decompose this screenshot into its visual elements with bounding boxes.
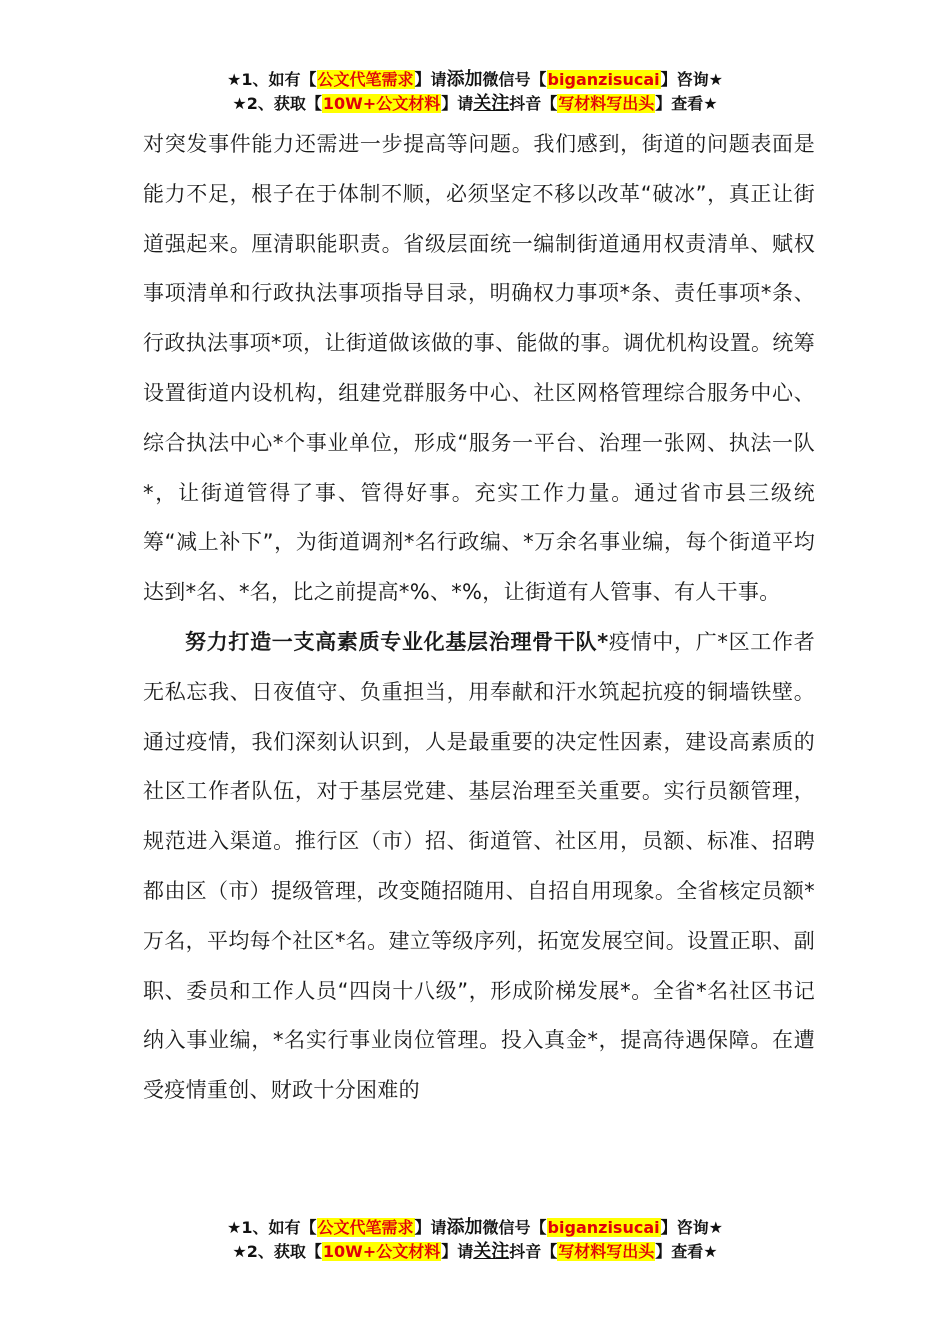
banner-wechat-id: biganzisucai (547, 70, 660, 89)
banner-line-2 (0, 92, 950, 116)
banner-douyin-id: 写材料写出头 (558, 94, 655, 113)
banner-text: 】请 (441, 1242, 474, 1261)
banner-highlight: 公文代笔需求 (317, 1218, 414, 1237)
banner-text: 】咨询★ (660, 70, 723, 89)
banner-text: 】咨询★ (660, 1218, 723, 1237)
banner-line-2 (0, 1240, 950, 1264)
banner-text: 抖音【 (509, 1242, 558, 1261)
banner-douyin-id: 写材料写出头 (558, 1242, 655, 1261)
banner-text: 】请 (414, 1218, 447, 1237)
banner-text: 微信号【 (482, 70, 547, 89)
document-body (143, 120, 815, 1116)
paragraph-2 (143, 618, 815, 1116)
banner-highlight: 10W+公文材料 (322, 94, 441, 113)
banner-text: 】请 (414, 70, 447, 89)
banner-emphasis: 添加 (446, 1217, 483, 1238)
footer-banner (0, 1216, 950, 1264)
banner-text: ★1、如有【 (227, 1218, 317, 1237)
banner-emphasis: 添加 (446, 69, 483, 90)
banner-wechat-id: biganzisucai (547, 1218, 660, 1237)
banner-text: ★2、获取【 (232, 94, 322, 113)
banner-emphasis: 关注 (473, 1241, 510, 1262)
banner-text: ★2、获取【 (232, 1242, 322, 1261)
banner-emphasis: 关注 (473, 93, 510, 114)
banner-highlight: 10W+公文材料 (322, 1242, 441, 1261)
paragraph-2-heading: 努力打造一支高素质专业化基层治理骨干队* (185, 629, 609, 654)
banner-text: ★1、如有【 (227, 70, 317, 89)
banner-line-1 (0, 68, 950, 92)
banner-text: 抖音【 (509, 94, 558, 113)
banner-text: 微信号【 (482, 1218, 547, 1237)
banner-text: 】查看★ (655, 1242, 718, 1261)
banner-text: 】请 (441, 94, 474, 113)
banner-line-1 (0, 1216, 950, 1240)
banner-highlight: 公文代笔需求 (317, 70, 414, 89)
header-banner (0, 68, 950, 116)
banner-text: 】查看★ (655, 94, 718, 113)
paragraph-2-text: 疫情中，广*区工作者无私忘我、日夜值守、负重担当，用奉献和汗水筑起抗疫的铜墙铁壁。通过疫情，我们深刻认识到，人是最重要的决定性因素，建设高素质的社区工作者队伍，对于基层党建、基层治理至关重要。实行员额管理，规范进入渠道。推行区（市）招、街道管、社区用，员额、标准、招聘都由区（市）提级管理，改变随招随用、自招自用现象。全省核定员额*万名，平均每个社区*名。建立等级序列，拓宽发展空间。设置正职、副职、委员和工作人员“四岗十八级”，形成阶梯发展*。全省*名社区书记纳入事业编，*名实行事业岗位管理。投入真金*，提高待遇保障。在遭受疫情重创、财政十分困难的 (143, 629, 816, 1103)
paragraph-1: 对突发事件能力还需进一步提高等问题。我们感到，街道的问题表面是能力不足，根子在于体制不顺，必须坚定不移以改革“破冰”，真正让街道强起来。厘清职能职责。省级层面统一编制街道通用权责清单、赋权事项清单和行政执法事项指导目录，明确权力事项*条、责任事项*条、行政执法事项*项，让街道做该做的事、能做的事。调优机构设置。统筹设置街道内设机构，组建党群服务中心、社区网格管理综合服务中心、综合执法中心*个事业单位，形成“服务一平台、治理一张网、执法一队*，让街道管得了事、管得好事。充实工作力量。通过省市县三级统筹“减上补下”，为街道调剂*名行政编、*万余名事业编，每个街道平均达到*名、*名，比之前提高*%、*%，让街道有人管事、有人干事。 (143, 132, 815, 605)
